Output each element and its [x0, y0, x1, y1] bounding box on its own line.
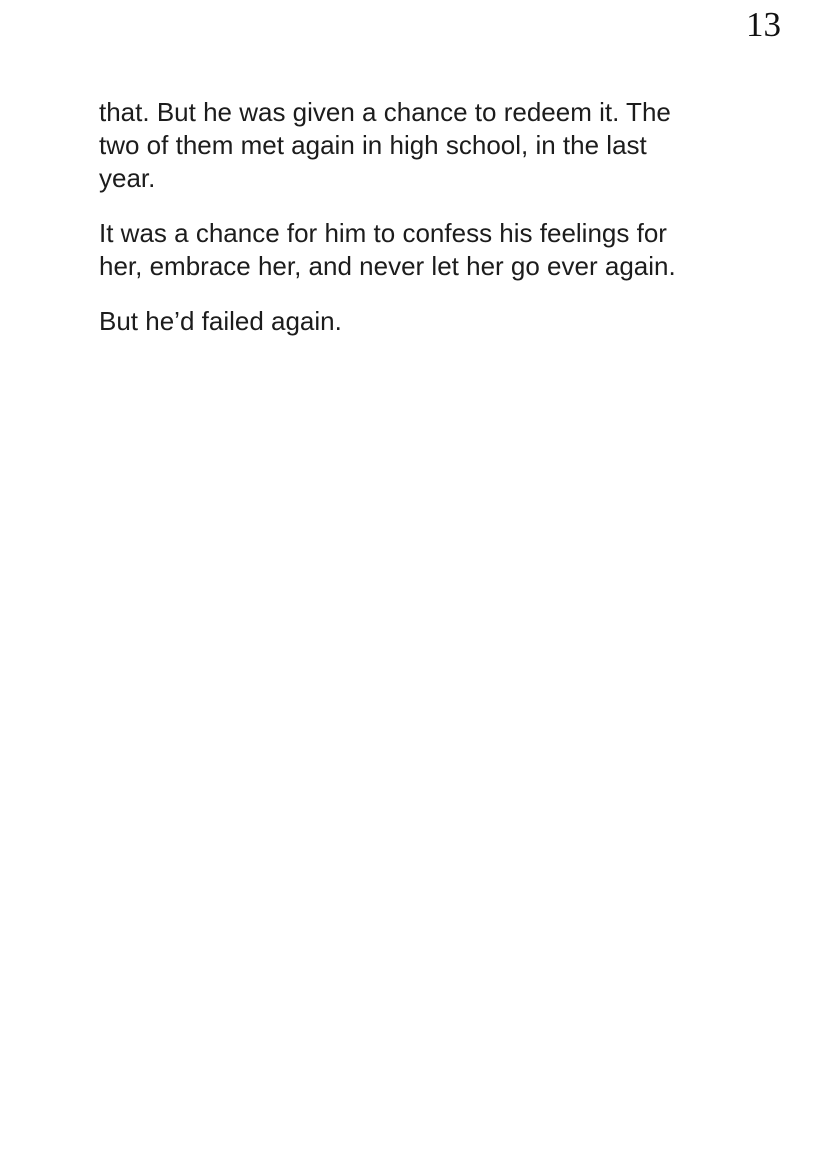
paragraph — [99, 305, 737, 338]
text-line: two of them met again in high school, in the last — [99, 130, 647, 160]
text-line: But he’d failed again. — [99, 306, 342, 336]
text-line: It was a chance for him to confess his feelings for — [99, 218, 667, 248]
text-line: that. But he was given a chance to redeem it. The — [99, 97, 671, 127]
page-number: 13 — [746, 5, 781, 44]
text-line: year. — [99, 163, 156, 193]
paragraph — [99, 96, 737, 195]
page-body — [99, 96, 737, 360]
paragraph — [99, 217, 737, 283]
text-line: her, embrace her, and never let her go ever again. — [99, 251, 676, 281]
